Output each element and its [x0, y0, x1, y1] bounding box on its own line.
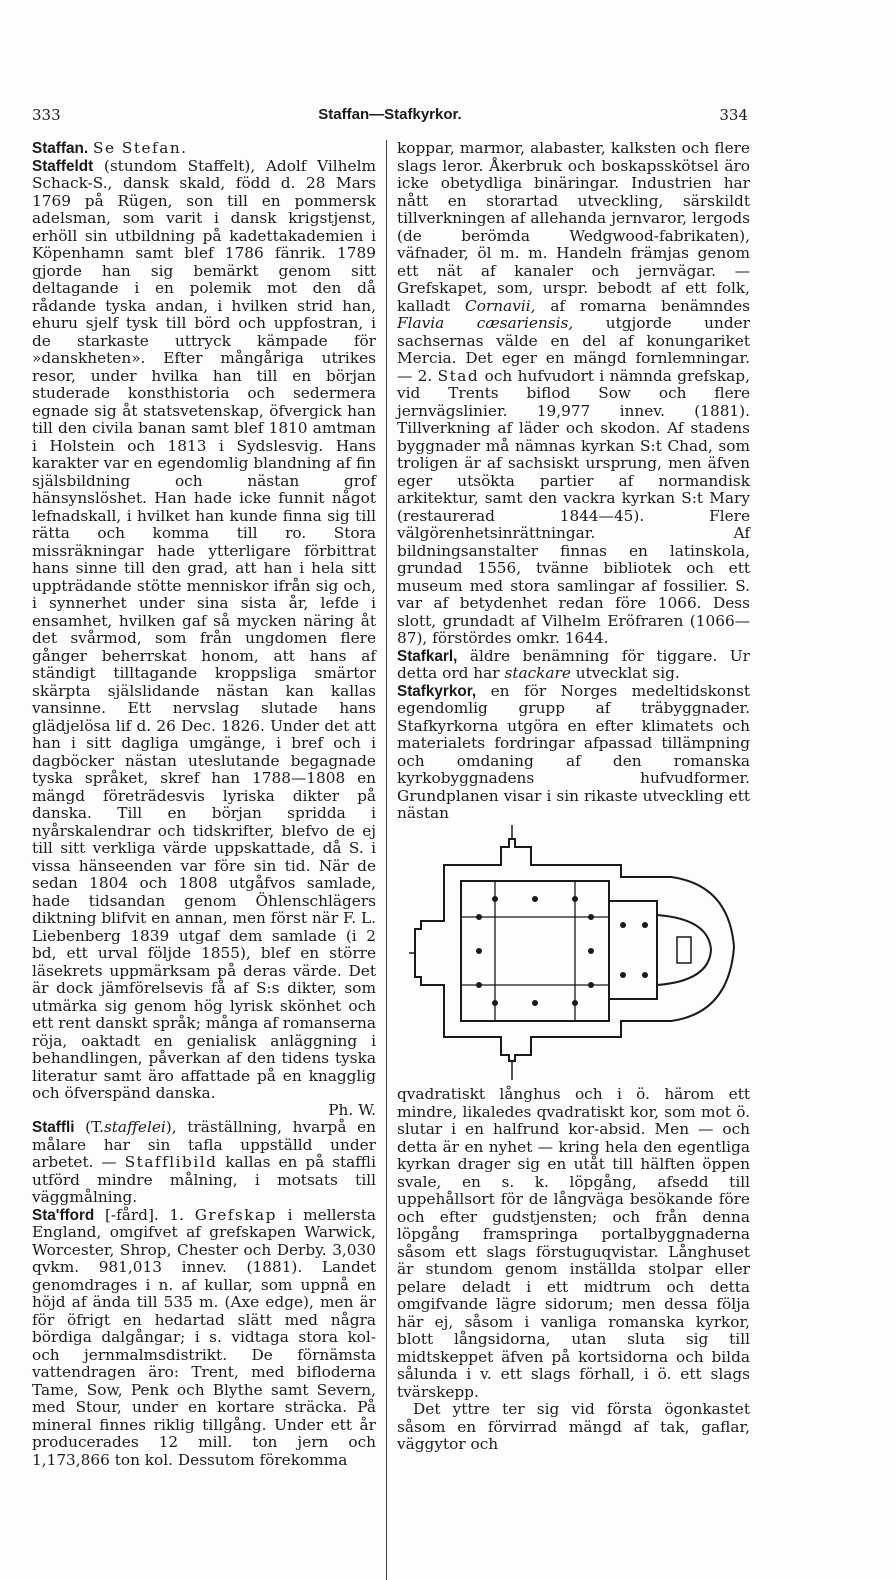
- entry-text: och hufvudort i nämnda grefskap, vid Trents biflod Sow och flere jernvägslinier. 19,977 innev. (1881). Tillverkning af läder och skodon. Af stadens byggnader må nämnas kyrkan S:t Chad, som troligen är af sachsiskt ursprung, men äfven eger utsökta partier af normandisk arkitektur, samt den vackra kyrkan S:t Mary (restaurerad 1844—45). Flere välgörenhetsinrättningar. Af bildningsanstalter finnas en latinskola, grundad 1556, tvänne bibliotek och ett museum med stora samlingar af fossilier. S. var af betydenhet redan före 1066. Dess slott, grundadt af Vilhelm Eröfraren (1066—87), förstördes omkr. 1644.: [397, 366, 750, 647]
- entry-text: koppar, marmor, alabaster, kalksten och flere slags leror. Åkerbruk och boskapsskötsel äro icke obetydliga binäringar. Industrien har nått en storartad utveckling, särskildt tillverkningen af allehanda jernvaror, lergods (de berömda Wedgwood-fabrikaten), väfnader, öl m. m. Handeln främjas genom ett nät af kanaler och jernvägar. — Grefskapet, som, urspr. bebodt af ett folk, kalladt: [397, 139, 750, 315]
- page-number-left: 333: [32, 106, 61, 124]
- entry-text: ), träställning, hvarpå en målare har sin tafla uppställd under arbetet. —: [32, 1118, 376, 1171]
- entry-stafkyrkor: [397, 683, 750, 823]
- entry-term: Staffan.: [32, 140, 89, 157]
- entry-stafkyrkor-continued: [397, 1086, 750, 1401]
- entry-text: Se Stefan.: [92, 139, 188, 157]
- entry-text: af romarna benämndes: [550, 296, 750, 315]
- entry-term: Stafkyrkor,: [397, 682, 477, 700]
- entry-staffli: [32, 1119, 376, 1207]
- entry-text: Det yttre ter sig vid första ögonkastet såsom en förvirrad mängd af tak, gaflar, väggytor och: [397, 1400, 750, 1453]
- right-column: [397, 140, 750, 1454]
- column-divider: [386, 140, 387, 1580]
- stave-church-floor-plan: [409, 825, 754, 1080]
- entry-text: (T.: [85, 1118, 104, 1136]
- entry-staffeldt: [32, 158, 376, 1120]
- latin-name: Flavia cæsariensis,: [397, 314, 574, 332]
- entry-term: Staffli: [32, 1119, 75, 1136]
- cross-reference: stackare: [504, 664, 571, 682]
- entry-stafkyrkor-paragraph-2: [397, 1401, 750, 1454]
- entry-staffan: [32, 140, 376, 158]
- entry-stafford-continued: [397, 140, 750, 648]
- entry-term: Sta'fford: [32, 1206, 95, 1224]
- entry-text: [-fård]. 1.: [104, 1205, 185, 1224]
- entry-text: qvadratiskt långhus och i ö. härom ett mindre, likaledes qvadratiskt kor, som mot ö. slutar i en halfrund kor-absid. Men — och detta är en nyhet — kring hela den egentliga kyrkan drager sig en utåt till hälften öppen svale, en s. k. löpgång, afsedd till uppehållsort för de långväga besökande före och efter gudstjensten; och från denna löpgång framspringa portalbyggnaderna såsom ett slags förstuguqvistar. Långhuset är stundom genom inställda stolpar eller pelare deladt i ett midtrum och detta omgifvande lägre sidorum; men dessa följa här ej, såsom i vanliga romanska kyrkor, blott långsidorna, utan sluta sig till midtskeppet äfven på kortsidorna och bilda sålunda i v. ett slags förhall, i ö. ett slags tvärskepp.: [397, 1085, 750, 1401]
- entry-term: Staffeldt: [32, 157, 94, 175]
- entry-term: Stafkarl,: [397, 647, 458, 665]
- subterm: Grefskap: [194, 1205, 277, 1224]
- subterm: Stad: [437, 366, 480, 385]
- running-title: Staffan—Stafkyrkor.: [318, 106, 462, 123]
- etymology: staffelei: [103, 1118, 166, 1136]
- running-header: [32, 106, 748, 126]
- entry-text: i mellersta England, omgifvet af grefskapen Warwick, Worcester, Shrop, Chester och Derby. 3,030 qvkm. 981,013 innev. (1881). Landet genomdrages i n. af kullar, som uppnå en höjd af ända till 535 m. (Axe edge), men är för öfrigt en hedartad slätt med några bördiga dalgångar; i s. vidtaga stora kol- och jernmalmsdistrikt. De förnämsta vattendragen äro: Trent, med bifloderna Tame, Sow, Penk och Blythe samt Severn, med Stour, under en kortare sträcka. På mineral finnes riklig tillgång. Under ett år producerades 12 mill. ton jern och 1,173,866 ton kol. Dessutom förekomma: [32, 1205, 376, 1469]
- entry-text: (stundom Staffelt), Adolf Vilhelm Schack-S., dansk skald, född d. 28 Mars 1769 på Rügen, son till en pommersk adelsman, som varit i dansk krigstjenst, erhöll sin utbildning på kadettakademien i Köpenhamn samt blef 1786 fänrik. 1789 gjorde han sig bemärkt genom sitt deltagande i en polemik mot den då rådande tyska andan, i hvilken strid han, ehuru sjelf tysk till börd och uppfostran, i de starkaste uttryck kämpade för »danskheten». Efter mångåriga utrikes resor, under hvilka han till en början studerade konsthistoria och sedermera egnade sig åt statsvetenskap, öfvergick han till den civila banan samt blef 1810 amtman i Holstein och 1813 i Sydslesvig. Hans karakter var en egendomlig blandning af fin själsbildning och nästan grof hänsynslöshet. Han hade icke funnit något lefnadskall, i hvilket han kunde finna sig till rätta och komma till ro. Stora missräkningar hade ytterligare förbittrat hans sinne till den grad, att han i hela sitt uppträdande stötte menniskor ifrån sig och, i synnerhet under sina sista år, lefde i ensamhet, hvilken gaf så mycken näring åt det svårmod, som från ungdomen flere gånger beherrskat honom, att hans af ständigt tilltagande kroppsliga smärtor skärpta själslidande nästan kan kallas vansinne. Ett nervslag slutade hans glädjelösa lif d. 26 Dec. 1826. Under det att han i sitt dagliga umgänge, i bref och i dagböcker nästan uteslutande begagnade tyska språket, skref han 1788—1808 en mängd företrädesvis lyriska dikter på danska. Till en början spridda i nyårskalendrar och tidskrifter, blefvo de ej till sitt verkliga värde uppskattade, då S. i vissa hänseenden var före sin tid. När de sedan 1804 och 1808 utgåfvos samlade, hade tidsandan genom Öhlenschlägers diktning blifvit en annan, men först när F. L. Liebenberg 1839 utgaf dem samlade (i 2 bd, ett urval följde 1855), blef en större läsekrets uppmärksam på deras värde. Det är dock jämförelsevis få af S:s dikter, som utmärka sig genom hög lyrisk skönhet och ett rent danskt språk; många af romanserna röja, oaktadt en genialisk anläggning i behandlingen, påverkan af den tidens tyska literatur samt äro affattade på en knagglig och öfverspänd danska.: [32, 156, 376, 1102]
- latin-name: Cornavii,: [465, 296, 536, 315]
- entry-text: en för Norges medeltidskonst egendomlig grupp af träbyggnader. Stafkyrkorna utgöra en efter klimatets och materialets fordringar afpassad tillämpning och omdaning af den romanska kyrkobyggnadens hufvudformer. Grundplanen visar i sin rikaste utveckling ett nästan: [397, 681, 750, 822]
- entry-text: äldre benämning för tiggare. Ur detta ord har: [397, 646, 750, 682]
- entry-text: utgjorde under sachsernas välde en del af konungariket Mercia. Det eger en mängd fornlemningar. — 2.: [397, 314, 750, 385]
- entry-text: kallas en på staffli utförd mindre målning, i motsats till väggmålning.: [32, 1153, 376, 1206]
- subterm: Stafflibild: [124, 1153, 218, 1171]
- left-column: [32, 140, 376, 1469]
- author-signature: Ph. W.: [328, 1100, 376, 1119]
- entry-stafkarl: [397, 648, 750, 683]
- page-number-right: 334: [719, 106, 748, 124]
- entry-text: utvecklat sig.: [575, 664, 680, 682]
- entry-stafford: [32, 1207, 376, 1470]
